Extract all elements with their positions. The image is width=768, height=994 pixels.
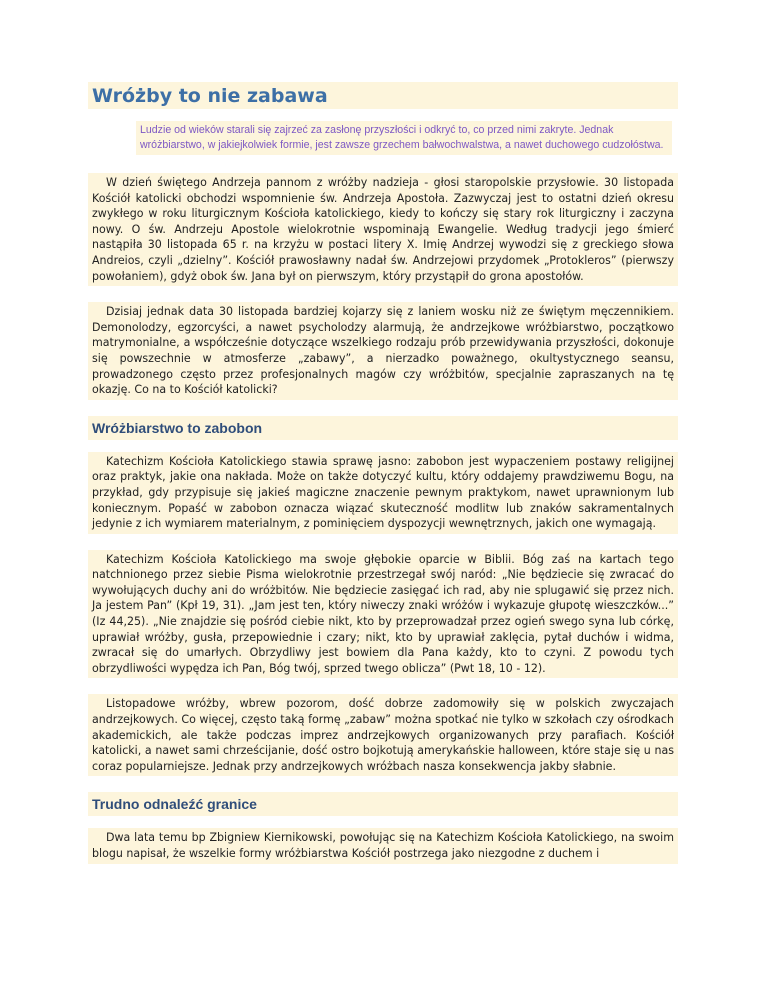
- section-heading-bar: [88, 792, 678, 816]
- body-paragraph: Listopadowe wróżby, wbrew pozorom, dość dobrze zadomowiły się w polskich zwyczajach andrzejkowych. Co więcej, często taką formę „zabaw” można spotkać nie tylko w szkołach czy ośrodkach akademickich, ale także podczas imprez andrzejkowych organizowanych przy parafiach. Kościół katolicki, a nawet sami chrześcijanie, dość ostro bojkotują amerykańskie halloween, które staje się u nas coraz popularniejsze. Jednak przy andrzejkowych wróżbach nasza konsekwencja jakby słabnie.: [88, 694, 678, 776]
- body-paragraph: Katechizm Kościoła Katolickiego ma swoje głębokie oparcie w Biblii. Bóg zaś na kartach tego natchnionego przez siebie Pisma wielokrotnie przestrzegał swój naród: „Nie będziecie się zwracać do wywołujących duchy ani do wróżbitów. Nie będziecie zasięgać ich rad, aby nie splugawić się przez nich. Ja jestem Pan” (Kpł 19, 31). „Jam jest ten, który niweczy znaki wróżów i wykazuje głupotę wieszczków...” (Iz 44,25). „Nie znajdzie się pośród ciebie nikt, kto by przeprowadzał przez ogień swego syna lub córkę, uprawiał wróżby, gusła, przepowiednie i czary; nikt, kto by uprawiał zaklęcia, pytał duchów i widma, zwracał się do umarłych. Obrzydliwy jest bowiem dla Pana każdy, kto to czyni. Z powodu tych obrzydliwości wypędza ich Pan, Bóg twój, sprzed twego oblicza” (Pwt 18, 10 - 12).: [88, 550, 678, 679]
- section-heading: Trudno odnaleźć granice: [92, 796, 257, 813]
- title-bar: [88, 82, 678, 109]
- page-title: Wróżby to nie zabawa: [92, 85, 328, 107]
- body-paragraph: Katechizm Kościoła Katolickiego stawia sprawę jasno: zabobon jest wypaczeniem postawy religijnej oraz praktyk, jakie ona nakłada. Może on także dotyczyć kultu, który oddajemy prawdziwemu Bogu, na przykład, gdy przypisuje się jakieś magiczne znaczenie pewnym praktykom, nawet uprawnionym lub koniecznym. Popaść w zabobon oznacza wiązać skuteczność modlitw lub znaków sakramentalnych jedynie z ich wymiarem materialnym, z pominięciem dyspozycji wewnętrznych, jakich one wymagają.: [88, 452, 678, 534]
- section-heading-bar: [88, 416, 678, 440]
- section-heading: Wróżbiarstwo to zabobon: [92, 419, 263, 436]
- body-paragraph: W dzień świętego Andrzeja pannom z wróżby nadzieja - głosi staropolskie przysłowie. 30 listopada Kościół katolicki obchodzi wspomnienie św. Andrzeja Apostoła. Zazwyczaj jest to ostatni dzień okresu zwykłego w roku liturgicznym Kościoła katolickiego, kiedy to kończy się stary rok liturgiczny i zaczyna nowy. O św. Andrzeju Apostole wielokrotnie wspominają Ewangelie. Według tradycji jego śmierć nastąpiła 30 listopada 65 r. na krzyżu w postaci litery X. Imię Andrzej wywodzi się z greckiego słowa Andreios, czyli „dzielny”. Kościół prawosławny nadał św. Andrzejowi przydomek „Protokleros” (pierwszy powołaniem), gdyż obok św. Jana był on pierwszym, który przystąpił do grona apostołów.: [88, 173, 678, 286]
- body-paragraph: Dzisiaj jednak data 30 listopada bardziej kojarzy się z laniem wosku niż ze świętym męczennikiem. Demonolodzy, egzorcyści, a nawet psycholodzy alarmują, że andrzejkowe wróżbiarstwo, początkowo matrymonialne, a współcześnie dotyczące wszelkiego rodzaju prób przewidywania przyszłości, dokonuje się powszechnie w atmosferze „zabawy”, a nierzadko poważnego, okultystycznego seansu, prowadzonego często przez profesjonalnych magów czy wróżbitów, specjalnie zapraszanych na tę okazję. Co na to Kościół katolicki?: [88, 302, 678, 400]
- body-paragraph: Dwa lata temu bp Zbigniew Kiernikowski, powołując się na Katechizm Kościoła Katolickiego, na swoim blogu napisał, że wszelkie formy wróżbiarstwa Kościół postrzega jako niezgodne z duchem i: [88, 828, 678, 863]
- lead-text: Ludzie od wieków starali się zajrzeć za zasłonę przyszłości i odkryć to, co przed nimi zakryte. Jednak wróżbiarstwo, w jakiejkolwiek formie, jest zawsze grzechem bałwochwalstwa, a nawet duchowego cudzołóstwa.: [136, 121, 672, 155]
- document-page: [88, 82, 678, 880]
